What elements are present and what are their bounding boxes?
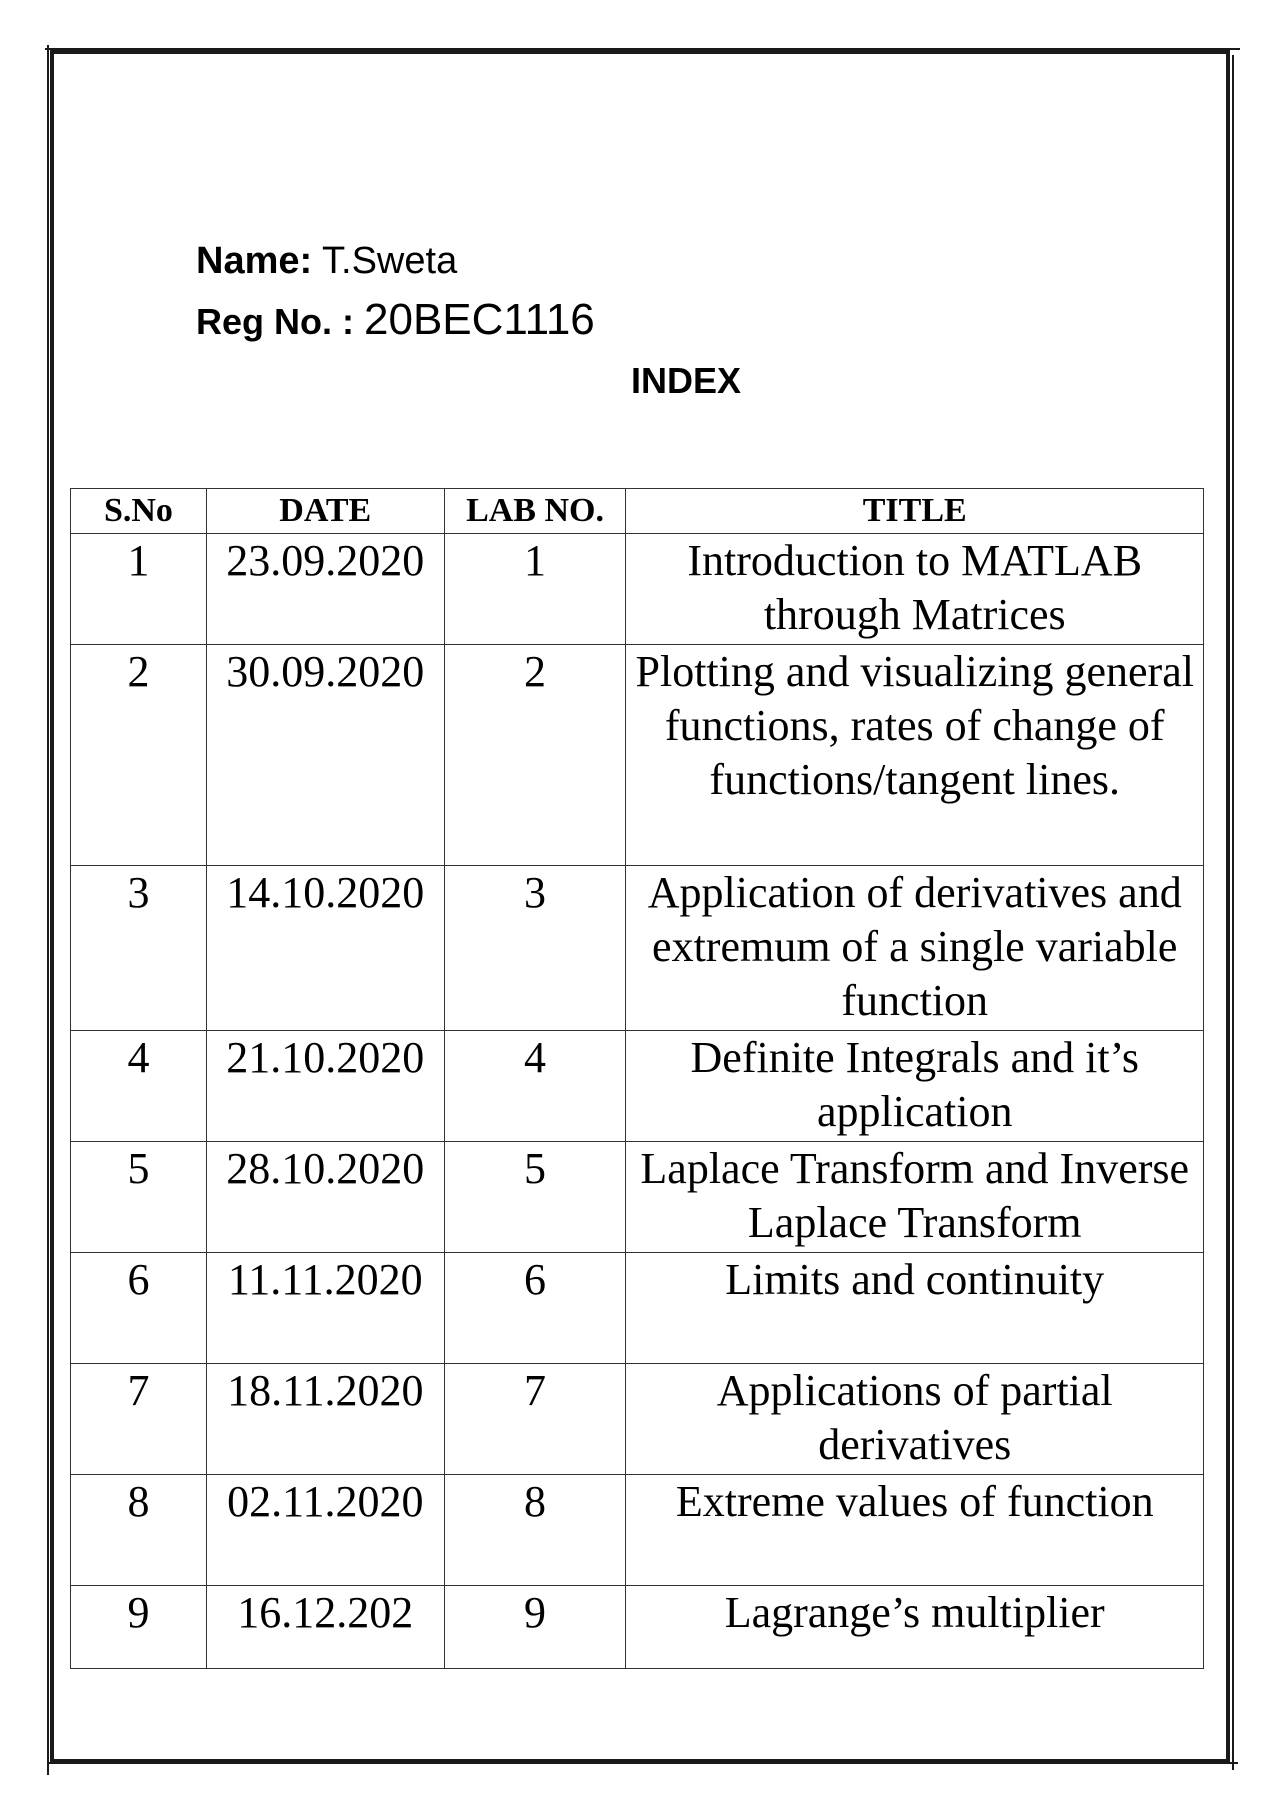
header-date: DATE (206, 489, 444, 534)
reg-label: Reg No. : (196, 301, 354, 342)
header-sno: S.No (71, 489, 207, 534)
cell-title: Applications of partial derivatives (626, 1364, 1204, 1475)
cell-sno: 5 (71, 1142, 207, 1253)
cell-lab-no: 8 (444, 1475, 626, 1586)
cell-sno: 3 (71, 866, 207, 1031)
table-row (71, 1475, 1204, 1586)
index-title: INDEX (630, 360, 742, 401)
cell-sno: 8 (71, 1475, 207, 1586)
cell-sno: 9 (71, 1586, 207, 1669)
table-row (71, 1031, 1204, 1142)
cell-title: Lagrange’s multiplier (626, 1586, 1204, 1669)
cell-date: 30.09.2020 (206, 645, 444, 866)
table-row (71, 1364, 1204, 1475)
cell-title: Laplace Transform and Inverse Laplace Transform (626, 1142, 1204, 1253)
cell-lab-no: 7 (444, 1364, 626, 1475)
cell-lab-no: 6 (444, 1253, 626, 1364)
index-table (70, 488, 1204, 1669)
cell-lab-no: 4 (444, 1031, 626, 1142)
cell-date: 18.11.2020 (206, 1364, 444, 1475)
cell-date: 14.10.2020 (206, 866, 444, 1031)
table-row (71, 645, 1204, 866)
student-name-line (196, 240, 457, 283)
name-value: T.Sweta (322, 240, 458, 282)
cell-title: Application of derivatives and extremum of a single variable function (626, 866, 1204, 1031)
cell-title: Plotting and visualizing general functions, rates of change of functions/tangent lines. (626, 645, 1204, 866)
reg-number-line (196, 295, 595, 345)
cell-date: 02.11.2020 (206, 1475, 444, 1586)
cell-sno: 2 (71, 645, 207, 866)
border-line-bottom (48, 1762, 1238, 1764)
reg-value: 20BEC1116 (364, 295, 595, 344)
cell-date: 16.12.202 (206, 1586, 444, 1669)
table-row (71, 1586, 1204, 1669)
cell-lab-no: 5 (444, 1142, 626, 1253)
header-title: TITLE (626, 489, 1204, 534)
table-header-row (71, 489, 1204, 534)
table-row (71, 1142, 1204, 1253)
cell-title: Extreme values of function (626, 1475, 1204, 1586)
cell-sno: 6 (71, 1253, 207, 1364)
table-row (71, 534, 1204, 645)
border-line-top (45, 48, 1240, 50)
cell-lab-no: 9 (444, 1586, 626, 1669)
table-row (71, 1253, 1204, 1364)
border-line-right (1232, 55, 1234, 1770)
cell-title: Limits and continuity (626, 1253, 1204, 1364)
cell-lab-no: 1 (444, 534, 626, 645)
cell-date: 21.10.2020 (206, 1031, 444, 1142)
cell-date: 28.10.2020 (206, 1142, 444, 1253)
name-label: Name: (196, 240, 313, 282)
cell-date: 23.09.2020 (206, 534, 444, 645)
cell-sno: 4 (71, 1031, 207, 1142)
cell-lab-no: 2 (444, 645, 626, 866)
cell-sno: 1 (71, 534, 207, 645)
cell-date: 11.11.2020 (206, 1253, 444, 1364)
border-line-left (47, 45, 49, 1775)
cell-lab-no: 3 (444, 866, 626, 1031)
cell-title: Introduction to MATLAB through Matrices (626, 534, 1204, 645)
cell-title: Definite Integrals and it’s application (626, 1031, 1204, 1142)
cell-sno: 7 (71, 1364, 207, 1475)
table-row (71, 866, 1204, 1031)
header-lab-no: LAB NO. (444, 489, 626, 534)
